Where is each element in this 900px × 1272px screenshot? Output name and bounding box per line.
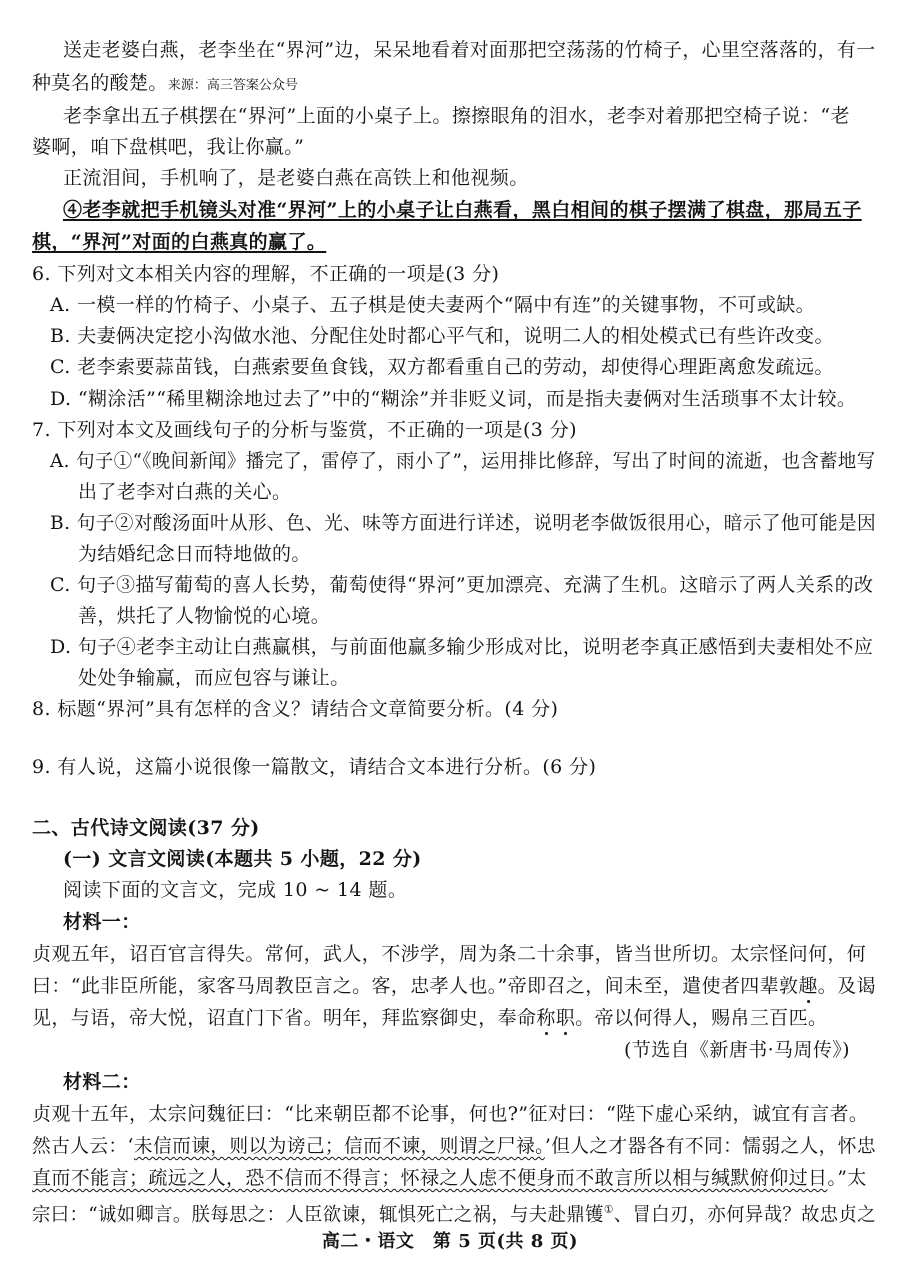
material-1-line-3-text: 见，与语，帝大悦，诏直门下省。明年，拜监察御史，奉命 bbox=[32, 1007, 537, 1029]
passage-line-1: 送走老婆白燕，老李坐在“界河”边，呆呆地看着对面那把空荡荡的竹椅子，心里空落落的，有一 bbox=[63, 39, 876, 61]
source-watermark: 来源：高三答案公众号 bbox=[167, 78, 298, 93]
q9-stem: 9. 有人说，这篇小说很像一篇散文，请结合文本进行分析。(6 分) bbox=[32, 756, 597, 778]
emphasis-dot-char-zhi: 职 bbox=[555, 1007, 576, 1029]
material-1-line-3 bbox=[32, 1005, 827, 1031]
page-footer: 高二・语文 第 5 页(共 8 页) bbox=[321, 1231, 579, 1252]
underlined-sentence-4-line-1: ④老李就把手机镜头对准“界河”上的小桌子让白燕看，黑白相间的棋子摆满了棋盘，那局五子 bbox=[63, 199, 862, 221]
passage-line-3: 老李拿出五子棋摆在“界河”上面的小桌子上。擦擦眼角的泪水，老李对着那把空椅子说：“老 bbox=[63, 105, 850, 127]
material-1-source: (节选自《新唐书·马周传》) bbox=[624, 1039, 850, 1061]
material-1-line-2 bbox=[32, 973, 876, 999]
section-2-title: 二、古代诗文阅读(37 分) bbox=[32, 817, 260, 839]
material-2-line-3-end: 。”太 bbox=[827, 1167, 867, 1189]
passage-line-2-text: 种莫名的酸楚。 bbox=[32, 72, 168, 94]
q7-stem: 7. 下列对本文及画线句子的分析与鉴赏，不正确的一项是(3 分) bbox=[32, 419, 577, 441]
q7-option-b-line-2: 为结婚纪念日而特地做的。 bbox=[78, 543, 311, 565]
q7-option-c-line-1: C. 句子③描写葡萄的喜人长势，葡萄使得“界河”更加漂亮、充满了生机。这暗示了两人关系的改 bbox=[50, 574, 874, 596]
footnote-marker: ① bbox=[603, 1203, 614, 1216]
passage-line-2 bbox=[32, 70, 298, 99]
q7-option-a-line-2: 出了老李对白燕的关心。 bbox=[78, 481, 292, 503]
section-2-subtitle: (一) 文言文阅读(本题共 5 小题，22 分) bbox=[63, 848, 422, 870]
material-2-line-4-end: 、冒白刃，亦何异哉？故忠贞之 bbox=[613, 1203, 877, 1226]
material-2-line-2-end: ’但人之才器各有不同：懦弱之人，怀忠 bbox=[544, 1135, 876, 1157]
q6-option-b: B. 夫妻俩决定挖小沟做水池、分配住处时都心平气和，说明二人的相处模式已有些许改变。 bbox=[50, 325, 834, 347]
material-2-line-2 bbox=[32, 1133, 876, 1159]
wavy-underlined-quote: 未信而谏，则以为谤己；信而不谏，则谓之尸禄。 bbox=[133, 1135, 545, 1157]
material-1-line-1: 贞观五年，诏百官言得失。常何，武人，不涉学，周为条二十余事，皆当世所切。太宗怪问何，何 bbox=[32, 943, 867, 965]
q7-option-b-line-1: B. 句子②对酸汤面叶从形、色、光、味等方面进行详述，说明老李做饭很用心，暗示了他可能是因 bbox=[50, 512, 877, 534]
q6-option-a: A. 一模一样的竹椅子、小桌子、五子棋是使夫妻两个“隔中有连”的关键事物，不可或缺。 bbox=[50, 294, 816, 316]
underlined-sentence-4-line-2: 棋，“界河”对面的白燕真的赢了。 bbox=[32, 231, 327, 253]
q7-option-d-line-2: 处处争输赢，而应包容与谦让。 bbox=[78, 667, 350, 689]
passage-line-4: 婆啊，咱下盘棋吧，我让你赢。” bbox=[32, 136, 305, 158]
material-2-line-4 bbox=[32, 1197, 876, 1227]
section-2-instruction: 阅读下面的文言文，完成 10 ~ 14 题。 bbox=[63, 879, 408, 901]
material-1-line-2-end: 。及谒 bbox=[817, 975, 876, 997]
material-2-line-1: 贞观十五年，太宗问魏征曰：“比来朝臣都不论事，何也?”征对曰：“陛下虚心采纳，诚宜有言者。 bbox=[32, 1103, 869, 1125]
q7-option-a-line-1: A. 句子①“《晚间新闻》播完了，雷停了，雨小了”，运用排比修辞，写出了时间的流逝，也含蓄地写 bbox=[50, 450, 876, 472]
material-2-line-3 bbox=[32, 1165, 867, 1191]
material-2-label: 材料二： bbox=[63, 1071, 141, 1093]
q8-stem: 8. 标题“界河”具有怎样的含义？请结合文章简要分析。(4 分) bbox=[32, 698, 559, 720]
q7-option-c-line-2: 善，烘托了人物愉悦的心境。 bbox=[78, 605, 331, 627]
emphasis-dot-char-qu: 趣 bbox=[798, 975, 818, 997]
q6-stem: 6. 下列对文本相关内容的理解，不正确的一项是(3 分) bbox=[32, 263, 500, 285]
material-2-line-2-text: 然古人云：‘ bbox=[32, 1135, 134, 1157]
material-1-line-2-text: 曰：“此非臣所能，家客马周教臣言之。客，忠孝人也。”帝即召之，间未至，遣使者四辈敦 bbox=[32, 975, 799, 997]
emphasis-dot-char-cheng: 称 bbox=[536, 1007, 556, 1029]
material-2-line-4-text: 宗曰：“诚如卿言。朕每思之：人臣欲谏，辄惧死亡之祸，与夫赴鼎镬 bbox=[32, 1203, 604, 1226]
q7-option-d-line-1: D. 句子④老李主动让白燕赢棋，与前面他赢多输少形成对比，说明老李真正感悟到夫妻相处不应 bbox=[50, 636, 874, 658]
q6-option-c: C. 老李索要蒜苗钱，白燕索要鱼食钱，双方都看重自己的劳动，却使得心理距离愈发疏远。 bbox=[50, 356, 834, 378]
wavy-underlined-sentence: 直而不能言；疏远之人，恐不信而不得言；怀禄之人虑不便身而不敢言所以相与缄默俯仰过日 bbox=[32, 1167, 828, 1189]
material-1-line-3-end: 。帝以何得人，赐帛三百匹。 bbox=[575, 1007, 828, 1029]
q6-option-d: D. “糊涂活”“稀里糊涂地过去了”中的“糊涂”并非贬义词，而是指夫妻俩对生活琐事不太计较。 bbox=[50, 388, 857, 410]
material-1-label: 材料一： bbox=[63, 911, 141, 933]
passage-line-5: 正流泪间，手机响了，是老婆白燕在高铁上和他视频。 bbox=[63, 167, 529, 189]
